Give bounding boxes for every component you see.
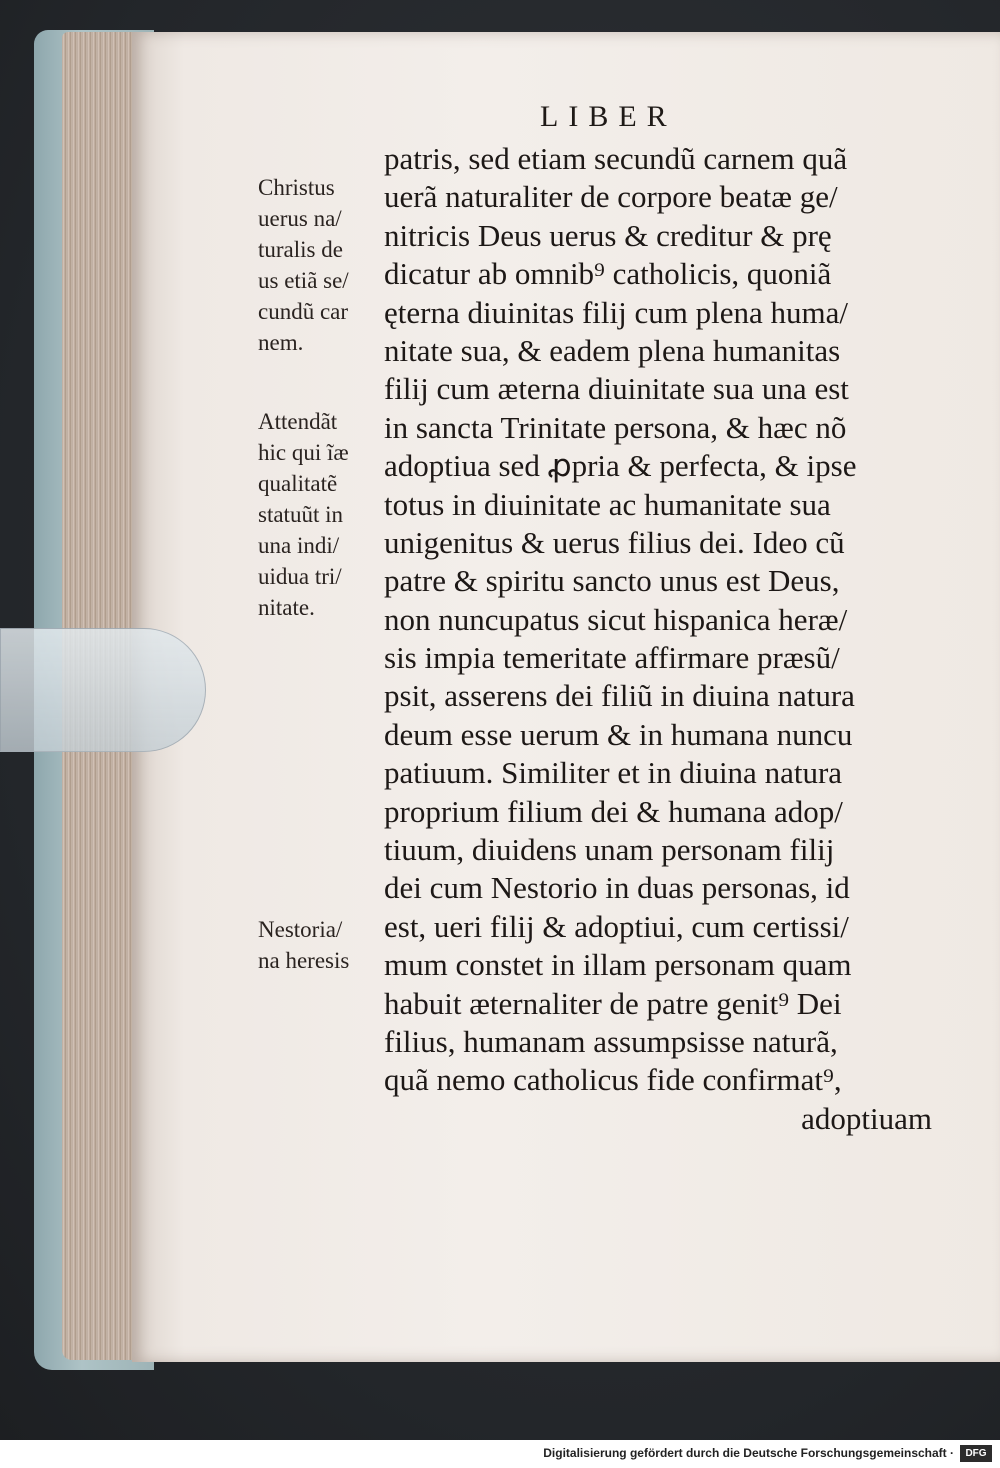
marginal-line: nem. [258, 330, 304, 355]
footer-credit: Digitalisierung gefördert durch die Deutsche Forschungsgemeinschaft · [543, 1446, 954, 1460]
main-text-block [384, 140, 984, 1138]
text-line: deum esse uerum & in humana nuncu [384, 716, 853, 752]
book-clip [0, 628, 206, 752]
text-line: unigenitus & uerus filius dei. Ideo cũ [384, 524, 845, 560]
text-line: proprium filium dei & humana adop/ [384, 793, 843, 829]
text-line: non nuncupatus sicut hispanica heræ/ [384, 601, 848, 637]
text-line: est, ueri filij & adoptiui, cum certissi/ [384, 908, 849, 944]
text-line: psit, asserens dei filiũ in diuina natura [384, 678, 855, 714]
catchword: adoptiuam [801, 1100, 932, 1136]
text-line: patris, sed etiam secundũ carnem quã [384, 141, 848, 176]
text-line: habuit æternaliter de patre genit⁹ Dei [384, 985, 842, 1021]
text-line: filius, humanam assumpsisse naturã, [384, 1023, 838, 1059]
text-line: sis impia temeritate affirmare præsũ/ [384, 640, 840, 676]
text-line: patre & spiritu sancto unus est Deus, [384, 563, 840, 599]
marginal-line: statuũt in [258, 502, 343, 527]
marginal-line: Attendãt [258, 409, 338, 434]
marginal-line: hic qui ĩæ [258, 440, 349, 465]
text-line: dicatur ab omnib⁹ catholicis, quoniã [384, 256, 832, 292]
text-line: patiuum. Similiter et in diuina natura [384, 755, 843, 791]
marginal-line: Nestoria/ [258, 917, 343, 942]
text-line: quã nemo catholicus fide confirmat⁹, [384, 1062, 842, 1098]
text-line: dei cum Nestorio in duas personas, id [384, 870, 850, 906]
text-line: nitricis Deus uerus & creditur & prę [384, 217, 832, 253]
text-line: totus in diuinitate ac humanitate sua [384, 486, 831, 522]
marginal-line: uidua tri/ [258, 564, 342, 589]
running-head: LIBER [540, 100, 677, 133]
marginal-line: turalis de [258, 237, 343, 262]
marginal-note-nestoriana [258, 914, 398, 976]
marginal-line: una indi/ [258, 533, 340, 558]
marginal-note-christus [258, 172, 398, 358]
text-line: filij cum æterna diuinitate sua una est [384, 371, 849, 407]
text-line: nitate sua, & eadem plena humanitas [384, 332, 841, 368]
text-line: ęterna diuinitas filij cum plena huma/ [384, 294, 849, 330]
marginal-line: us etiã se/ [258, 268, 349, 293]
marginal-note-attendant [258, 406, 398, 623]
text-line: tiuum, diuidens unam personam filij [384, 832, 835, 868]
text-line: in sancta Trinitate persona, & hæc nõ [384, 409, 847, 445]
dfg-logo-icon: DFG [960, 1445, 992, 1462]
marginal-line: cundũ car [258, 299, 349, 324]
text-line: mum constet in illam personam quam [384, 947, 852, 983]
marginal-line: uerus na/ [258, 206, 342, 231]
marginal-line: nitate. [258, 595, 315, 620]
marginal-line: qualitatẽ [258, 471, 338, 496]
text-line: adoptiua sed ꝓpria & perfecta, & ipse [384, 448, 857, 484]
marginal-line: na heresis [258, 948, 350, 973]
marginal-line: Christus [258, 175, 335, 200]
digitization-footer [0, 1440, 1000, 1468]
text-line: uerã naturaliter de corpore beatæ ge/ [384, 179, 838, 215]
